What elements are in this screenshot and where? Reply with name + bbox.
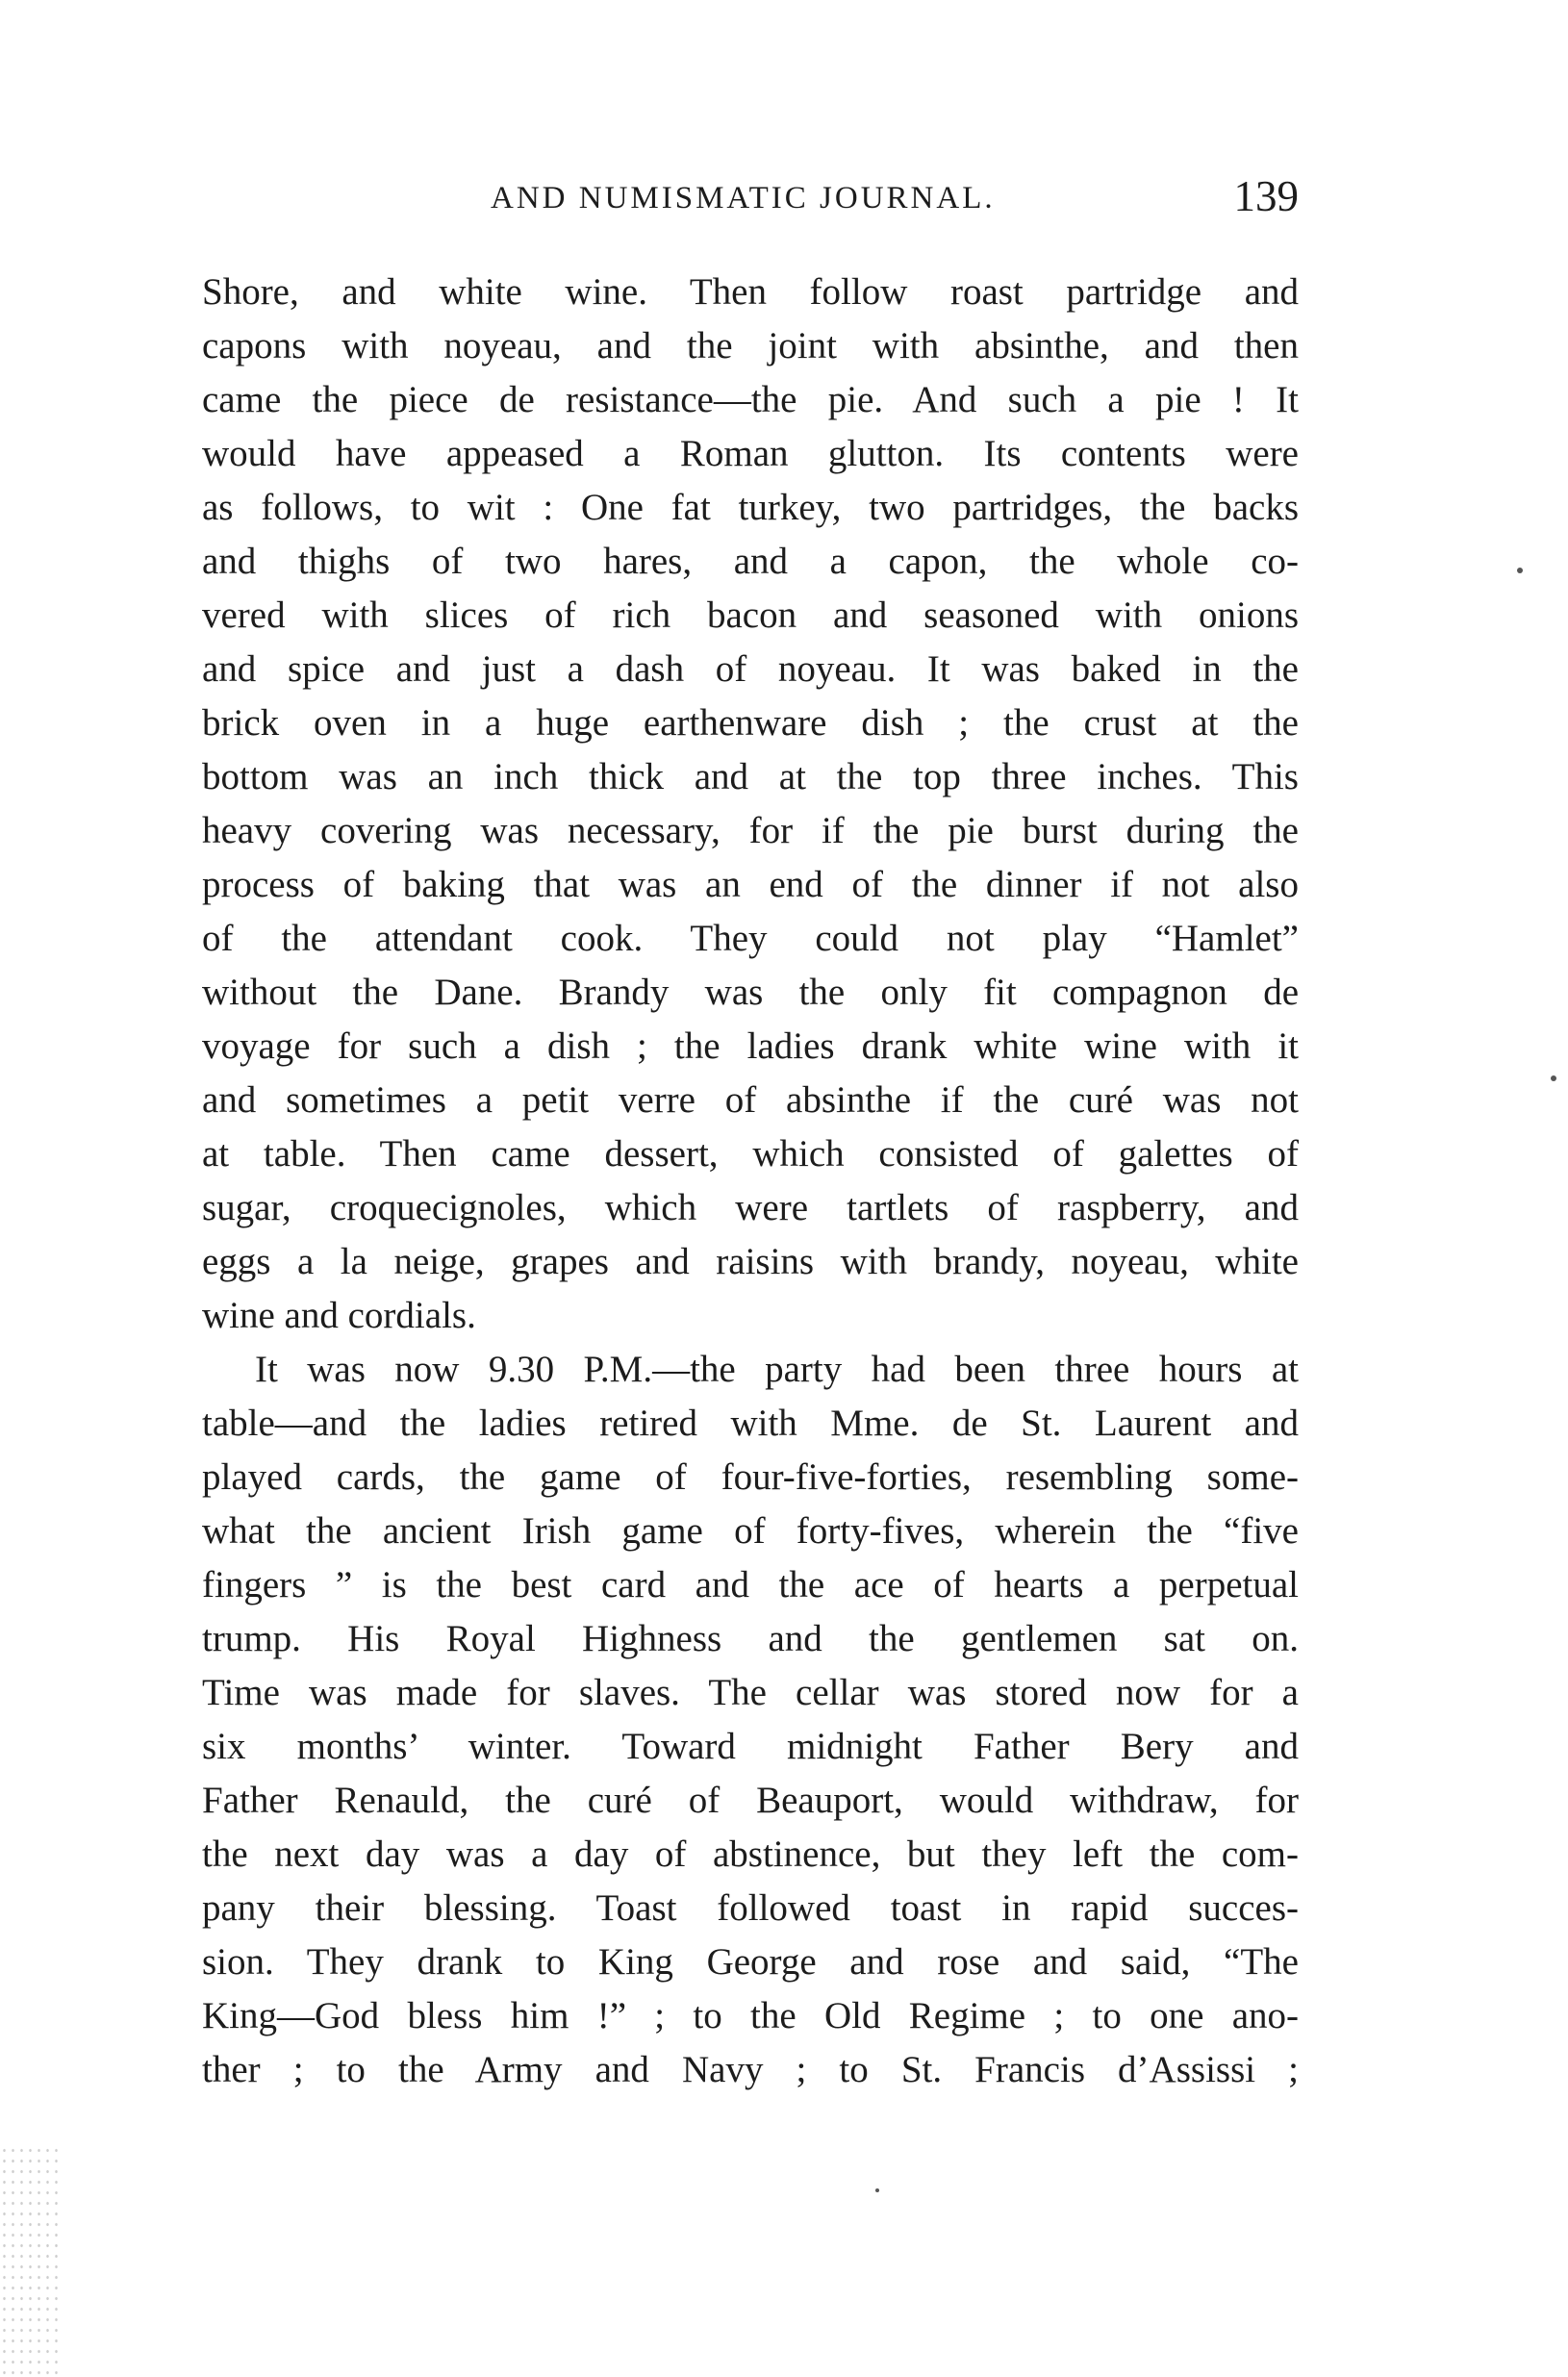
text-line: capons with noyeau, and the joint with absinthe, and then xyxy=(202,325,1299,367)
text-line: of the attendant cook. They could not play “Hamlet” xyxy=(202,918,1299,959)
text-line: heavy covering was necessary, for if the pie burst during the xyxy=(202,810,1299,851)
text-line: voyage for such a dish ; the ladies drank white wine with it xyxy=(202,1025,1299,1067)
body-text xyxy=(202,266,1299,2097)
ink-speck xyxy=(875,2188,879,2192)
text-line: would have appeased a Roman glutton. Its contents were xyxy=(202,433,1299,474)
scan-edge-noise xyxy=(0,2145,58,2377)
text-line: It was now 9.30 P.M.—the party had been three hours at xyxy=(255,1349,1299,1390)
text-line: played cards, the game of four-five-forties, resembling some- xyxy=(202,1456,1299,1498)
ink-speck xyxy=(1517,568,1523,573)
text-line: wine and cordials. xyxy=(202,1295,476,1336)
text-line: bottom was an inch thick and at the top three inches. This xyxy=(202,756,1299,797)
text-line: King—God bless him !” ; to the Old Regime ; to one ano- xyxy=(202,1995,1299,2036)
text-line: pany their blessing. Toast followed toast in rapid succes- xyxy=(202,1887,1299,1929)
text-line: and spice and just a dash of noyeau. It was baked in the xyxy=(202,648,1299,690)
page-number: 139 xyxy=(1233,172,1299,220)
text-line: what the ancient Irish game of forty-fives, wherein the “five xyxy=(202,1510,1299,1552)
running-title: AND NUMISMATIC JOURNAL. xyxy=(491,181,996,215)
paragraph-2 xyxy=(202,1343,1299,2097)
text-line: vered with slices of rich bacon and seasoned with onions xyxy=(202,594,1299,636)
text-line: came the piece de resistance—the pie. And such a pie ! It xyxy=(202,379,1299,420)
text-line: without the Dane. Brandy was the only fit compagnon de xyxy=(202,972,1299,1013)
text-line: trump. His Royal Highness and the gentlemen sat on. xyxy=(202,1618,1299,1659)
text-line: the next day was a day of abstinence, but they left the com- xyxy=(202,1833,1299,1875)
text-line: and sometimes a petit verre of absinthe if the curé was not xyxy=(202,1079,1299,1121)
text-line: sion. They drank to King George and rose and said, “The xyxy=(202,1941,1299,1983)
text-line: and thighs of two hares, and a capon, the whole co- xyxy=(202,541,1299,582)
text-line: Shore, and white wine. Then follow roast partridge and xyxy=(202,271,1299,313)
paragraph-1 xyxy=(202,266,1299,1343)
text-line: Father Renauld, the curé of Beauport, would withdraw, for xyxy=(202,1780,1299,1821)
text-line: Time was made for slaves. The cellar was stored now for a xyxy=(202,1672,1299,1713)
ink-speck xyxy=(1551,1075,1556,1081)
text-line: process of baking that was an end of the dinner if not also xyxy=(202,864,1299,905)
text-line: brick oven in a huge earthenware dish ; the crust at the xyxy=(202,702,1299,744)
text-line: six months’ winter. Toward midnight Father Bery and xyxy=(202,1726,1299,1767)
text-line: as follows, to wit : One fat turkey, two partridges, the backs xyxy=(202,487,1299,528)
text-line: table—and the ladies retired with Mme. de St. Laurent and xyxy=(202,1403,1299,1444)
text-line: sugar, croquecignoles, which were tartlets of raspberry, and xyxy=(202,1187,1299,1228)
text-line: fingers ” is the best card and the ace of hearts a perpetual xyxy=(202,1564,1299,1606)
text-line: at table. Then came dessert, which consisted of galettes of xyxy=(202,1133,1299,1175)
text-line: eggs a la neige, grapes and raisins with brandy, noyeau, white xyxy=(202,1241,1299,1282)
text-line: ther ; to the Army and Navy ; to St. Francis d’Assissi ; xyxy=(202,2049,1299,2090)
running-head xyxy=(202,171,1299,229)
